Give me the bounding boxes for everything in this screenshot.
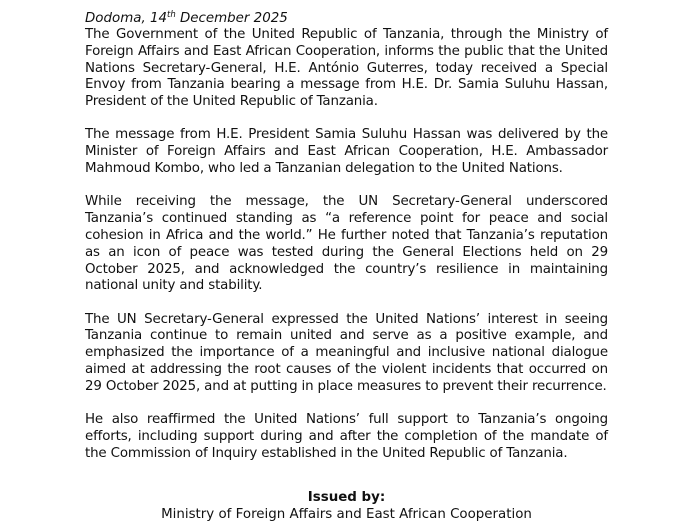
paragraph-2: The message from H.E. President Samia Suluhu Hassan was delivered by the Minister of Foreign Affairs and East African Cooperation, H.E. Ambassador Mahmoud Kombo, who led a Tanzanian delegation to the United Nations. — [85, 127, 608, 177]
dateline-month-year: December 2025 — [175, 11, 288, 26]
issued-by-label: Issued by: — [307, 489, 386, 505]
dateline-place-day: Dodoma, 14 — [85, 11, 167, 26]
press-release-page — [85, 10, 608, 523]
issuer-name: Ministry of Foreign Affairs and East African Cooperation — [161, 506, 532, 522]
paragraph-1: The Government of the United Republic of Tanzania, through the Ministry of Foreign Affairs and East African Cooperation, informs the public that the United Nations Secretary-General, H.E. António Guterres, today received a Special Envoy from Tanzania bearing a message from H.E. Dr. Samia Suluhu Hassan, President of the United Republic of Tanzania. — [85, 27, 608, 110]
dateline-ordinal-suffix: th — [167, 10, 176, 20]
paragraph-4: The UN Secretary-General expressed the United Nations’ interest in seeing Tanzania continue to remain united and serve as a positive example, and emphasized the importance of a meaningful and inclusive national dialogue aimed at addressing the root causes of the violent incidents that occurred on 29 October 2025, and at putting in place measures to prevent their recurrence. — [85, 311, 608, 394]
paragraph-3: While receiving the message, the UN Secretary-General underscored Tanzania’s continued standing as “a reference point for peace and social cohesion in Africa and the world.” He further noted that Tanzania’s reputation as an icon of peace was tested during the General Elections held on 29 October 2025, and acknowledged the country’s resilience in maintaining national unity and stability. — [85, 194, 608, 294]
issued-by-block — [85, 489, 608, 523]
paragraph-5: He also reaffirmed the United Nations’ full support to Tanzania’s ongoing efforts, including support during and after the completion of the mandate of the Commission of Inquiry established in the United Republic of Tanzania. — [85, 412, 608, 461]
dateline — [85, 10, 608, 27]
